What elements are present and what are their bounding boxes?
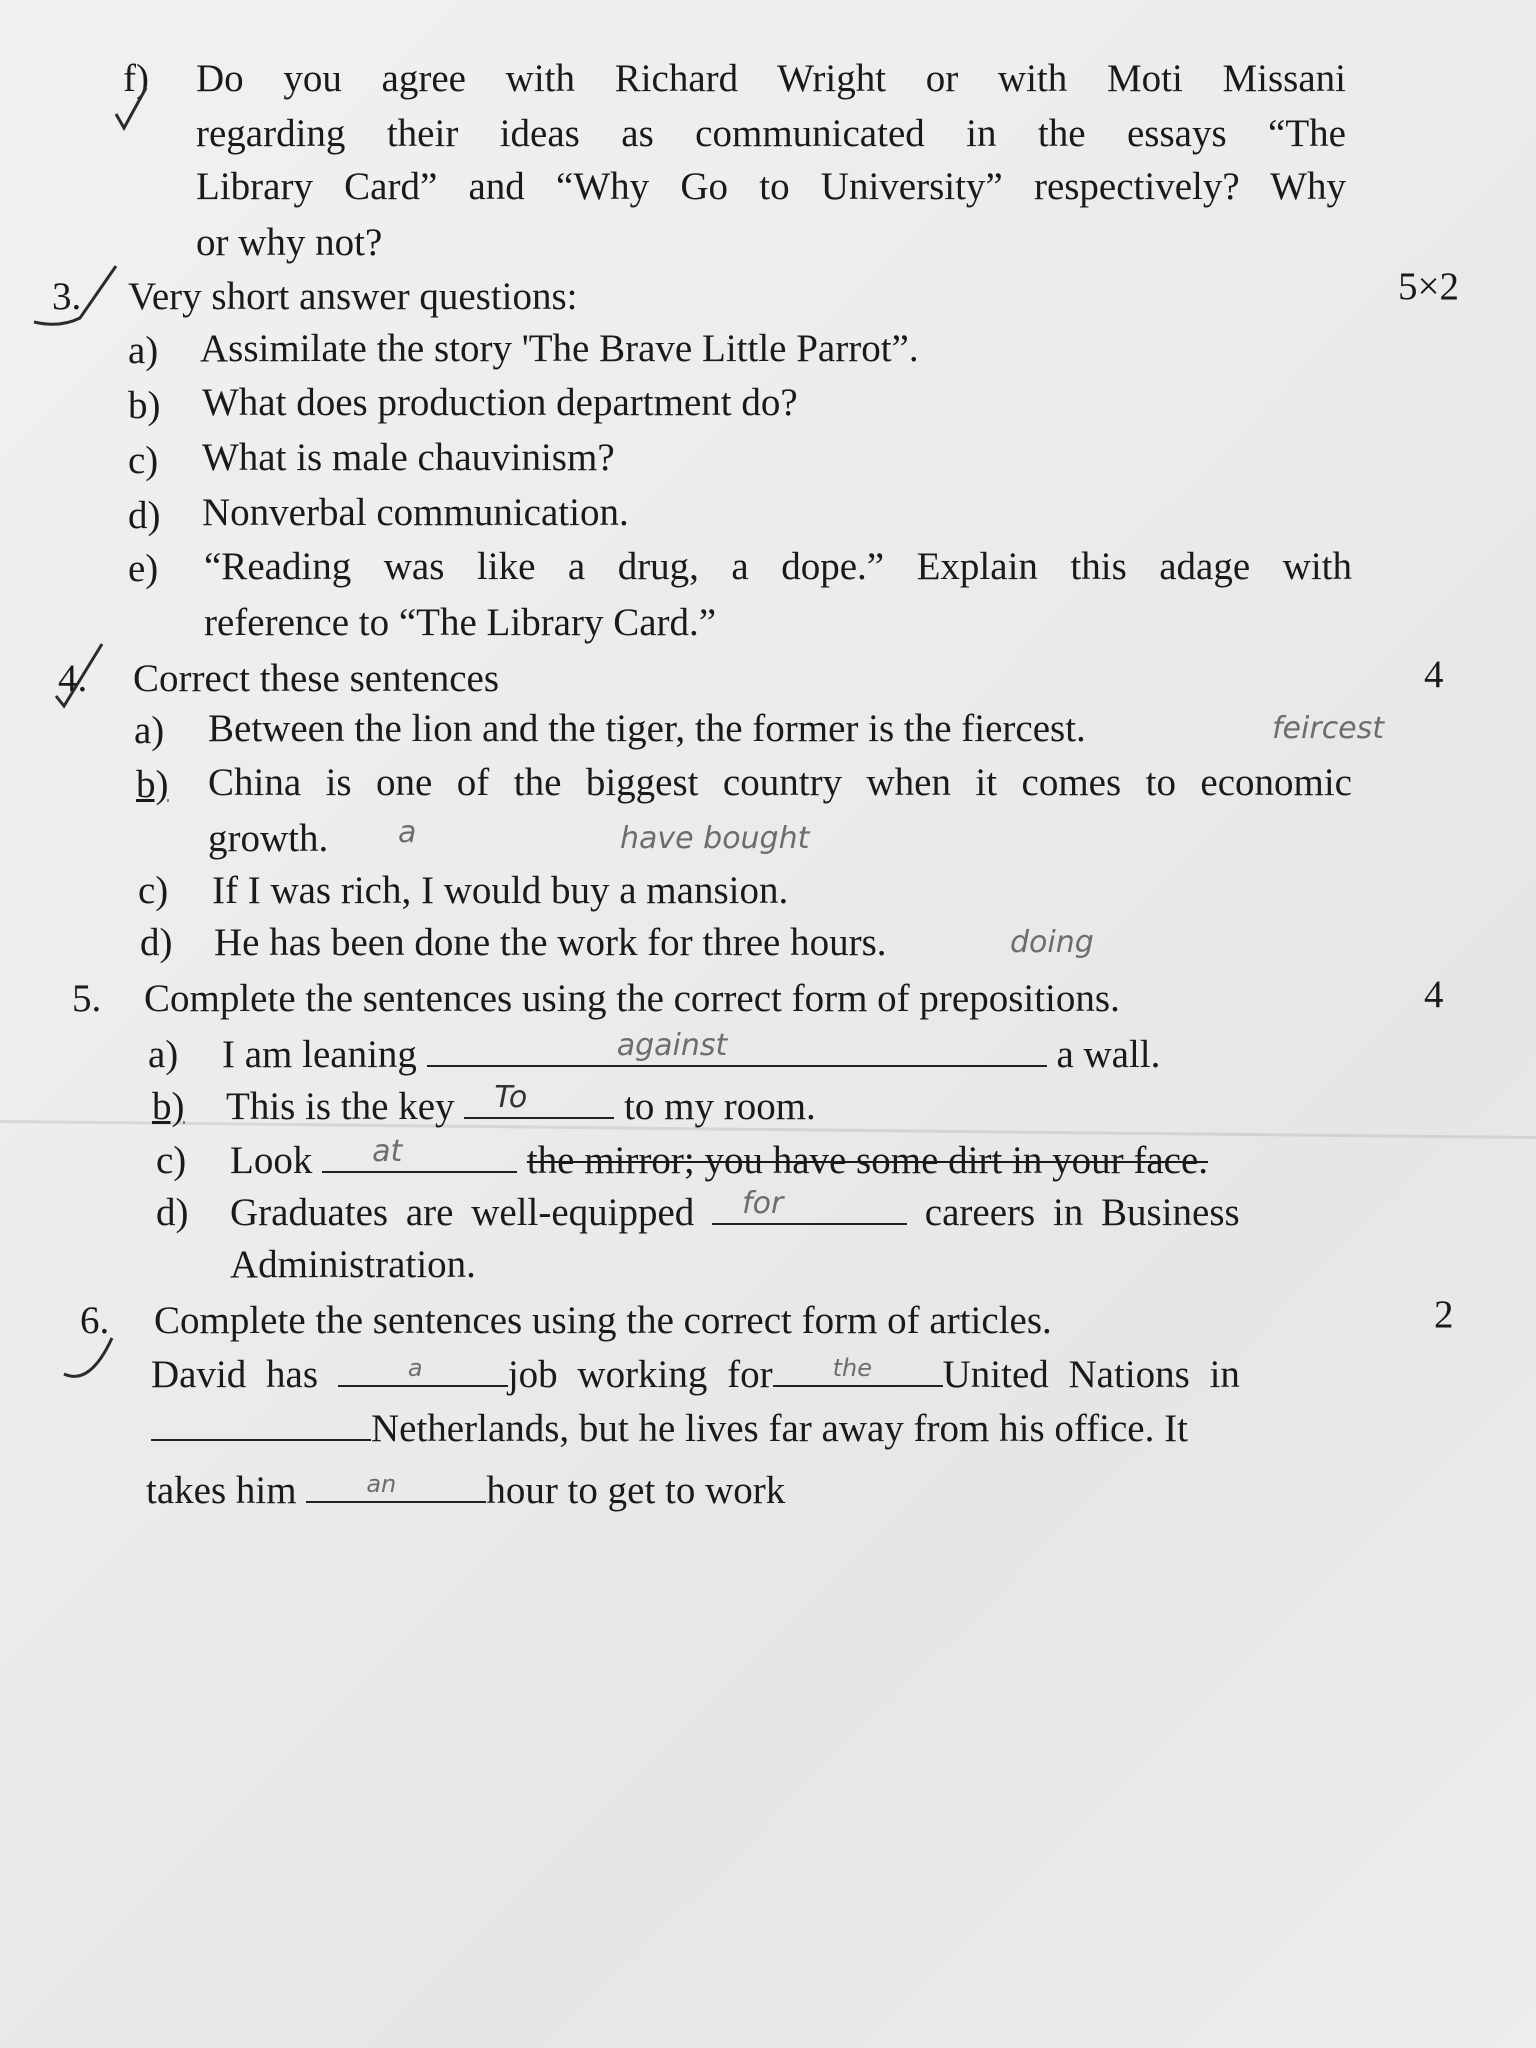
checkmark-icon [30,262,130,332]
sentence-end: the mirror; you have some dirt in your face. [526,1139,1209,1182]
item-label: d) [140,921,173,964]
handwritten-answer: for [742,1186,784,1221]
item-label: c) [138,869,169,912]
handwritten-answer: at [372,1134,403,1169]
question-title: Complete the sentences using the correct form of articles. [154,1299,1052,1342]
checkmark-icon [112,84,152,134]
item-label: d) [156,1191,189,1234]
item-text [222,1030,1160,1080]
answer-blank[interactable] [427,1028,1047,1067]
text: David has [151,1353,319,1396]
question-number: 4. [58,657,88,700]
text: takes him [146,1469,297,1512]
sentence-end: careers in Business [924,1191,1240,1234]
handwritten-answer: an [366,1470,397,1498]
marks: 4 [1424,973,1444,1016]
item-label: b) [136,763,169,806]
sentence-line [151,1350,1240,1400]
sentence-end: to my room. [624,1085,816,1128]
question-number: 3. [52,275,82,318]
handwritten-answer: a [398,815,417,850]
item-label: d) [128,494,161,537]
handwritten-answer: a [407,1354,423,1382]
checkmark-icon [60,1334,120,1394]
answer-blank[interactable] [151,1409,371,1441]
item-text: “Reading was like a drug, a dope.” Explain this adage with [204,545,1352,588]
item-text [230,1136,1208,1186]
item-text: Administration. [230,1243,476,1286]
item-text [230,1188,1240,1238]
item-label: c) [156,1139,187,1182]
question-number: 5. [72,977,102,1020]
handwritten-answer: the [832,1354,873,1382]
text: job working for [507,1353,773,1396]
question-text-line: regarding their ideas as communicated in the essays “The [196,112,1346,155]
item-text: Nonverbal communication. [202,491,629,534]
question-title: Complete the sentences using the correct form of prepositions. [144,977,1120,1020]
item-label: b) [152,1085,185,1128]
item-text [226,1082,816,1132]
text: hour to get to work [486,1469,786,1512]
item-label: f) [123,57,149,100]
question-text-line: Do you agree with Richard Wright or with Moti Missani [196,57,1346,100]
item-text: reference to “The Library Card.” [204,601,717,644]
question-text-line: or why not? [196,221,383,264]
item-text: Assimilate the story 'The Brave Little Parrot”. [200,327,919,370]
item-text: growth. [208,817,329,860]
answer-blank[interactable] [338,1355,508,1387]
item-label: b) [128,384,161,427]
marks: 2 [1434,1293,1454,1336]
item-text: What does production department do? [202,381,798,424]
sentence-end: a wall. [1056,1033,1161,1076]
text: Netherlands, but he lives far away from his office. It [371,1407,1188,1450]
item-label: e) [128,547,159,590]
handwritten-answer: To [494,1080,528,1115]
answer-blank[interactable] [306,1471,486,1503]
item-text: What is male chauvinism? [202,436,615,479]
sentence-start: Graduates are well-equipped [230,1191,695,1234]
item-label: c) [128,439,159,482]
sentence-start: This is the key [226,1085,455,1128]
item-text: He has been done the work for three hours. [214,921,887,964]
item-text: If I was rich, I would buy a mansion. [212,869,789,912]
sentence-start: I am leaning [222,1033,417,1076]
sentence-line [146,1466,785,1516]
handwritten-answer: doing [1010,925,1094,960]
item-text: China is one of the biggest country when it comes to economic [208,761,1352,804]
item-label: a) [148,1033,179,1076]
answer-blank[interactable] [464,1080,614,1119]
question-text-line: Library Card” and “Why Go to University” respectively? Why [196,165,1346,208]
answer-blank[interactable] [712,1186,907,1225]
item-text: Between the lion and the tiger, the former is the fiercest. [208,707,1086,750]
answer-blank[interactable] [322,1134,517,1173]
question-title: Very short answer questions: [128,275,578,318]
text: United Nations in [942,1353,1240,1396]
checkmark-icon [50,640,110,710]
sentence-start: Look [230,1139,313,1182]
item-label: a) [128,329,159,372]
marks: 4 [1424,653,1444,696]
handwritten-answer: feircest [1272,711,1385,746]
question-number: 6. [80,1299,110,1342]
question-title: Correct these sentences [133,657,500,700]
sentence-line [151,1404,1188,1454]
item-label: a) [134,709,165,752]
answer-blank[interactable] [773,1355,943,1387]
marks: 5×2 [1398,265,1459,308]
handwritten-answer: against [616,1028,728,1063]
handwritten-answer: have bought [620,821,810,856]
